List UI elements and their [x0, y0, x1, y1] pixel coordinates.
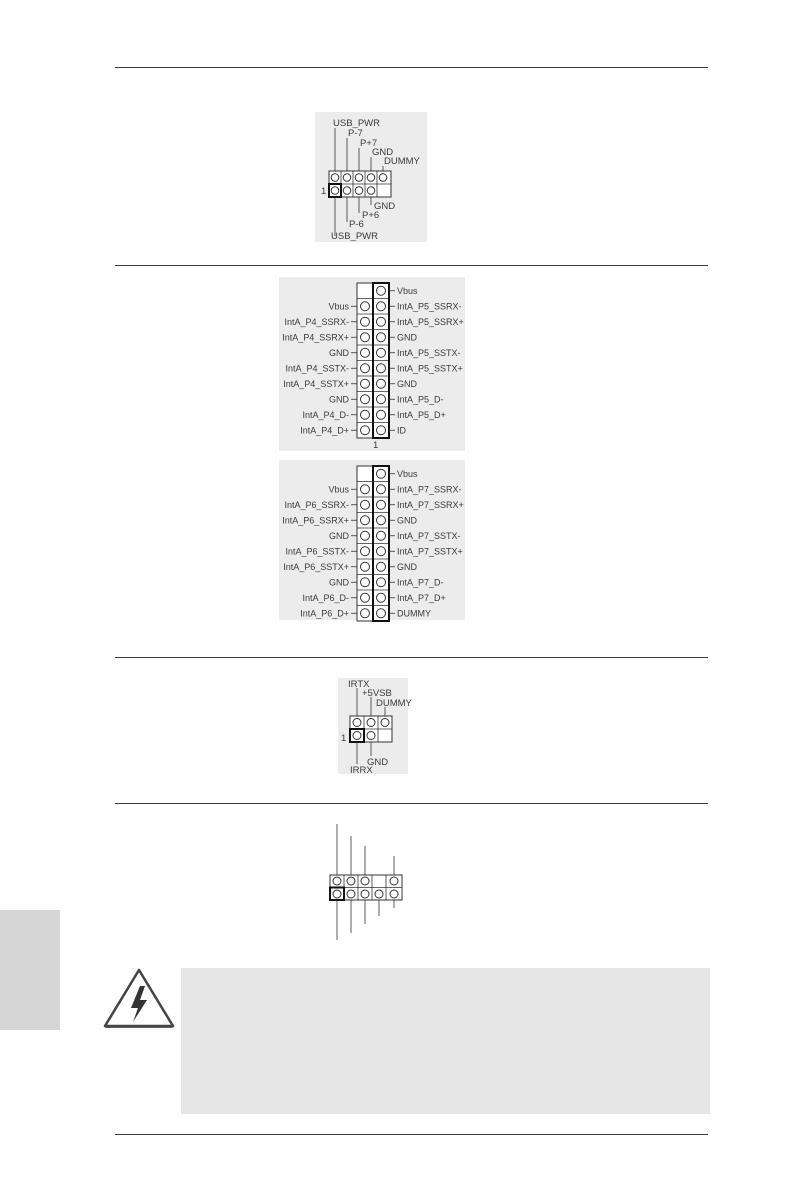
usb3-header-a-svg [279, 277, 465, 451]
usb2-label-dummy: DUMMY [384, 156, 420, 167]
usb3a-label-left-7: GND [329, 394, 349, 405]
warning-icon [103, 968, 179, 1032]
note-box [181, 968, 710, 1114]
usb3-header-b-diagram [279, 460, 465, 620]
usb3-header-a-diagram [279, 277, 465, 451]
ir-label-5vsb: +5VSB [362, 688, 392, 699]
usb3b-label-left-4: GND [329, 531, 349, 542]
usb3a-label-left-1: Vbus [328, 301, 349, 312]
usb3b-label-right-3: GND [397, 515, 417, 526]
usb3a-label-left-8: IntA_P4_D- [302, 410, 349, 421]
usb3a-pin1-label: 1 [373, 440, 379, 451]
usb3b-label-left-5: IntA_P6_SSTX- [285, 546, 349, 557]
usb3a-label-left-4: GND [329, 348, 349, 359]
usb3a-label-left-6: IntA_P4_SSTX+ [283, 379, 349, 390]
usb3b-label-top-right: Vbus [397, 469, 418, 480]
usb3a-label-right-7: IntA_P5_D- [397, 394, 444, 405]
bottom-rule [115, 1134, 708, 1135]
ir-pin1-label: 1 [341, 733, 347, 744]
usb2-label-p-6: P-6 [349, 219, 364, 230]
usb2-label-usb-pwr-top: USB_PWR [333, 118, 380, 129]
ir-label-irtx: IRTX [348, 679, 370, 690]
usb2-label-gnd-bottom: GND [374, 201, 396, 212]
usb3a-label-right-6: GND [397, 379, 417, 390]
usb2-pin1-label: 1 [321, 186, 327, 197]
unlabeled-header-svg [326, 820, 408, 944]
usb3b-label-left-3: IntA_P6_SSRX+ [282, 515, 349, 526]
usb3b-label-left-8: IntA_P6_D- [302, 593, 349, 604]
usb2-header-diagram [315, 112, 427, 242]
usb3a-label-right-5: IntA_P5_SSTX+ [397, 363, 463, 374]
usb3b-label-left-6: IntA_P6_SSTX+ [283, 562, 349, 573]
usb2-label-p+6: P+6 [362, 210, 380, 221]
section-divider-1 [115, 265, 708, 266]
unlabeled-header-diagram [326, 820, 408, 944]
usb3a-label-right-9: ID [397, 425, 406, 436]
usb3a-label-right-3: GND [397, 332, 417, 343]
usb3b-label-right-2: IntA_P7_SSRX+ [397, 500, 464, 511]
usb3a-label-left-9: IntA_P4_D+ [300, 425, 349, 436]
ir-header-diagram [338, 678, 412, 776]
usb3b-label-right-7: IntA_P7_D- [397, 577, 444, 588]
usb3a-label-right-4: IntA_P5_SSTX- [397, 348, 461, 359]
usb3b-label-right-6: GND [397, 562, 417, 573]
usb2-label-usb-pwr-bottom: USB_PWR [331, 231, 378, 242]
section-divider-3 [115, 803, 708, 804]
usb2-label-p+7: P+7 [360, 138, 378, 149]
usb3b-label-right-5: IntA_P7_SSTX+ [397, 546, 463, 557]
usb3b-label-right-8: IntA_P7_D+ [397, 593, 446, 604]
ir-label-gnd: GND [367, 757, 389, 768]
usb3b-label-left-2: IntA_P6_SSRX- [284, 500, 349, 511]
ir-label-dummy: DUMMY [376, 698, 412, 709]
usb3a-label-right-2: IntA_P5_SSRX+ [397, 317, 464, 328]
usb3a-label-right-1: IntA_P5_SSRX- [397, 301, 462, 312]
usb3b-label-left-7: GND [329, 577, 349, 588]
top-rule [115, 67, 708, 68]
usb2-label-p-7: P-7 [348, 128, 363, 139]
usb3b-label-left-9: IntA_P6_D+ [300, 608, 349, 619]
usb3b-label-right-9: DUMMY [397, 608, 431, 619]
usb2-header-svg [315, 112, 427, 242]
usb3b-label-right-4: IntA_P7_SSTX- [397, 531, 461, 542]
usb3b-label-left-1: Vbus [328, 484, 349, 495]
usb2-label-gnd-top: GND [372, 147, 394, 158]
usb3a-label-left-3: IntA_P4_SSRX+ [282, 332, 349, 343]
side-tab [0, 910, 60, 1030]
usb3a-label-left-2: IntA_P4_SSRX- [284, 317, 349, 328]
usb3b-label-right-1: IntA_P7_SSRX- [397, 484, 462, 495]
ir-header-svg [338, 678, 412, 776]
section-divider-2 [115, 657, 708, 658]
usb3a-label-right-8: IntA_P5_D+ [397, 410, 446, 421]
usb3a-label-left-5: IntA_P4_SSTX- [285, 363, 349, 374]
usb3-header-b-svg [279, 460, 465, 620]
ir-label-irrx: IRRX [350, 765, 373, 776]
usb3a-label-top-right: Vbus [397, 286, 418, 297]
